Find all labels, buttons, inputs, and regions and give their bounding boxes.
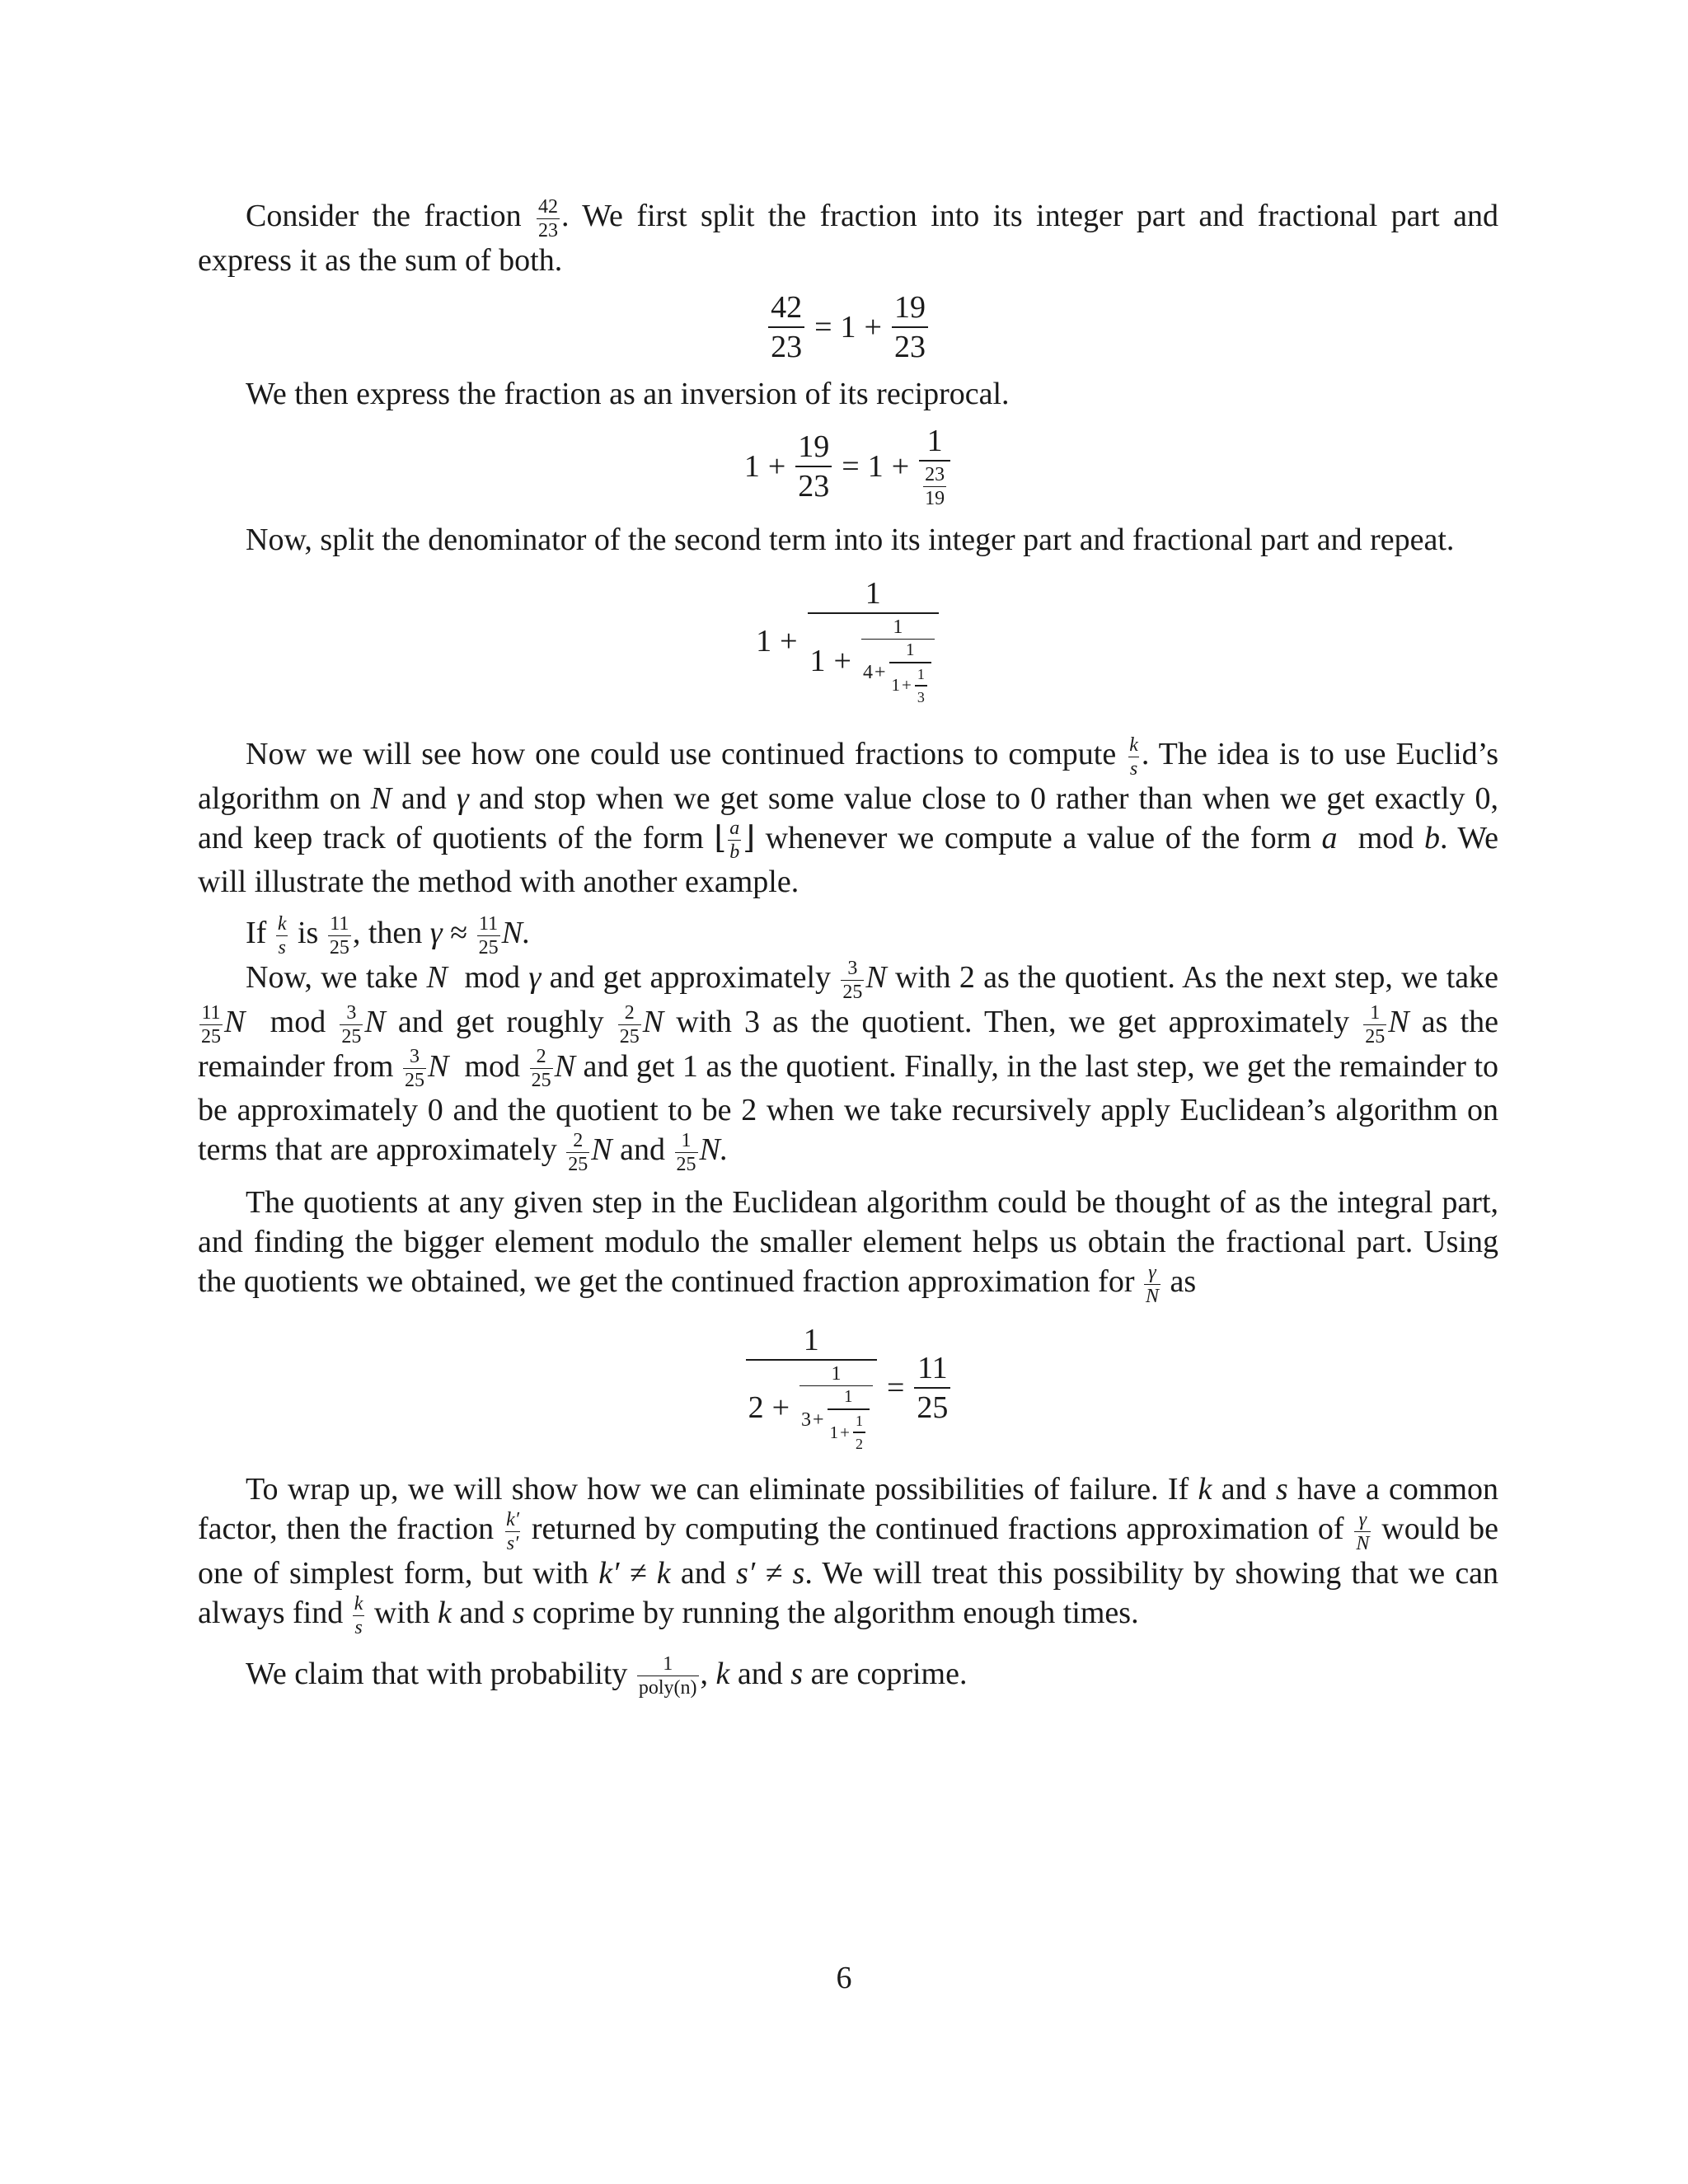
page-number: 6 <box>836 1961 852 1995</box>
paragraph-failure: To wrap up, we will show how we can eliminate possibilities of failure. If k and s have a common factor, then the fraction $\frac{k'}{s'}$ returned by computing the continued fractions approximation of $\frac{\gamma}{N}$ would be one of simplest form, but with k′ ≠ k and s′ ≠ s. We will treat this possibility by showing that we can always find $\frac{k}{s}$ with k and s coprime by running the algorithm enough times. <box>198 1472 1499 1638</box>
paragraph-steps: Now, we take N mod γ and get approximately $\frac{3}{25}$ N with 2 as the quotient. As the next step, we take $\frac{11}{25}$ N mod $\frac{3}{25}$ N and get roughly $\frac{2}{25}$ N with 3 as the quotient. Then, we get approximately $\frac{1}{25}$ N as the remainder from $\frac{3}{25}$ N mod $\frac{2}{25}$ N and get 1 as the quotient. Finally, in the last step, we get the remainder to be approximately 0 and the quotient to be 2 when we take recursively apply Euclidean’s algorithm on terms that are approximately $\frac{2}{25}$ N and $\frac{1}{25}$ N. <box>198 957 1499 1176</box>
paragraph-quotients: The quotients at any given step in the Euclidean algorithm could be thought of as the integral part, and finding the bigger element modulo the smaller element helps us obtain the fractional part. Using the quotients we obtained, we get the continued fraction approximation for $\frac{\gamma}{N}$ as <box>198 1185 1498 1308</box>
equation-split: $\frac{42}{23}$ = 1 + $\frac{19}{23}$ <box>198 292 1498 363</box>
paragraph-repeat: Now, split the denominator of the second term into its integer part and fractional part and repeat. <box>246 522 1455 557</box>
paragraph-reciprocal: We then express the fraction as an inversion of its reciprocal. <box>246 376 1010 411</box>
paragraph-example: If $\frac{k}{s}$ is $\frac{11}{25}$ , then γ ≈ $\frac{11}{25}$ N. <box>246 913 531 959</box>
equation-continued-fraction: 1 + 1 1 + 1 4 + 1 1 + $\frac{1}{3}$ <box>198 578 1498 705</box>
paragraph-claim: We claim that with probability 1 poly(n) , k and s are coprime. <box>246 1653 968 1699</box>
paragraph-intro: Consider the fraction $\frac{42}{23}$ . We first split the fraction into its integer part and fractional part and express it as the sum of both. <box>198 195 1499 278</box>
equation-approximation: 1 2 + 1 3 + 1 1 + $\frac{1}{2}$ = $\frac{11}{25}$ <box>198 1324 1498 1451</box>
paragraph-euclid: Now we will see how one could use continued fractions to compute $\frac{k}{s}$ . The idea is to use Euclid’s algorithm on N and γ and stop when we get some value close to 0 rather than when we get exactly 0, and keep track of quotients of the form ⌊ $\frac{a}{b}$ ⌋ whenever we compute a value of the form a mod b. We will illustrate the method with another example. <box>198 733 1499 900</box>
fraction-42-23: $\frac{42}{23}$ <box>538 195 559 241</box>
document-body <box>198 196 1498 1698</box>
equation-reciprocal: 1 + $\frac{19}{23}$ = 1 + $\frac{1}{\frac{23}{19}}$ <box>198 425 1498 509</box>
